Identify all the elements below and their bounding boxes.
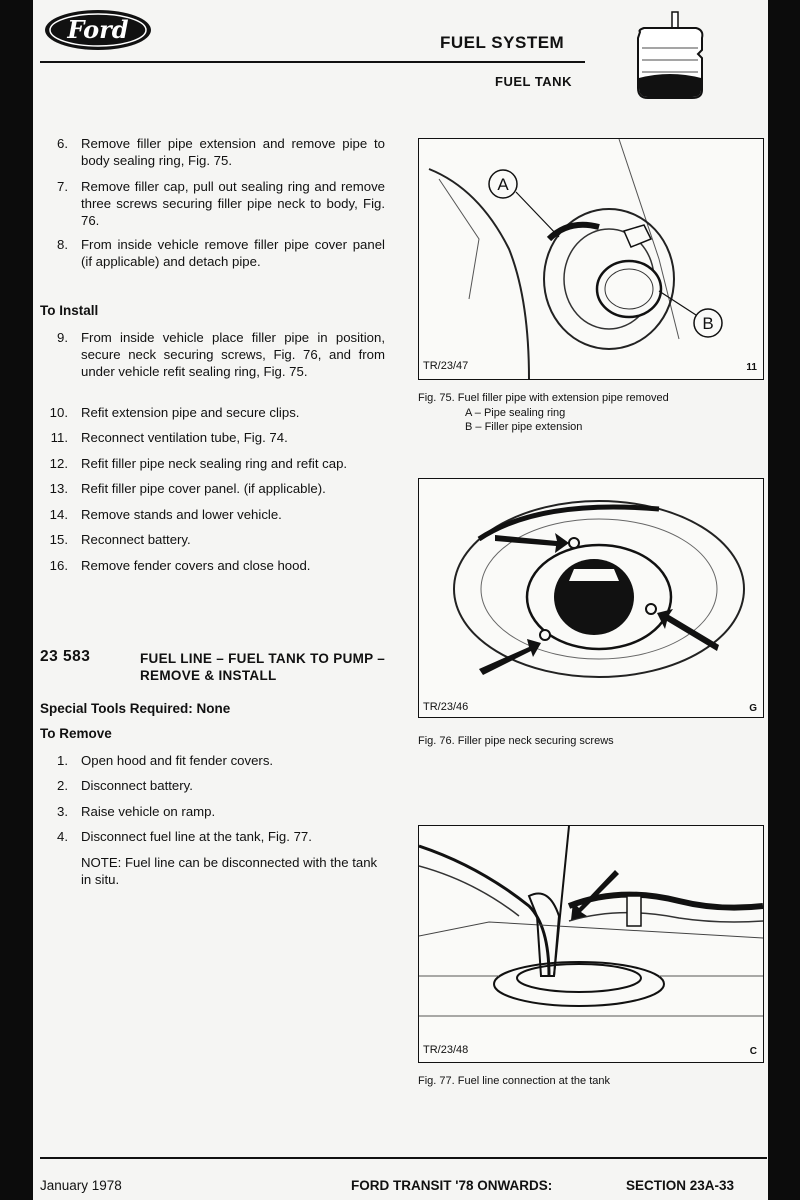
step-number: 3.: [57, 804, 68, 819]
step-number: 10.: [49, 405, 68, 420]
operation-number: 23 583: [40, 648, 91, 665]
step-number: 14.: [49, 507, 68, 522]
operation-title: FUEL LINE – FUEL TANK TO PUMP – REMOVE & INSTALL: [140, 651, 386, 683]
figure-caption: Fig. 77. Fuel line connection at the tank: [418, 1075, 611, 1087]
step-text: Open hood and fit fender covers.: [81, 753, 274, 768]
step-number: 11.: [50, 430, 68, 445]
figure-legend-a: A – Pipe sealing ring: [465, 407, 566, 419]
scan-margin-right: [768, 0, 800, 1200]
step-number: 15.: [49, 532, 68, 547]
footer-publication: FORD TRANSIT '78 ONWARDS:: [351, 1178, 553, 1193]
filler-neck-illustration: [419, 479, 763, 717]
list-item: [40, 531, 385, 548]
callout-b: B: [702, 314, 714, 333]
step-text: Remove filler cap, pull out sealing ring and remove three screws securing filler pipe neck to body, Fig. 76.: [81, 179, 385, 228]
list-item: [40, 135, 385, 169]
figure-75: [418, 138, 764, 380]
list-item: [40, 506, 385, 523]
step-text: Refit filler pipe neck sealing ring and refit cap.: [81, 456, 348, 471]
step-number: 4.: [57, 829, 68, 844]
list-item: [40, 236, 385, 270]
step-text: Raise vehicle on ramp.: [81, 804, 216, 819]
step-text: Reconnect battery.: [81, 532, 191, 547]
special-tools: Special Tools Required: None: [40, 701, 231, 716]
figure-ref: TR/23/46: [423, 701, 469, 713]
figure-corner-mark: 11: [746, 362, 757, 373]
step-text: From inside vehicle remove filler pipe cover panel (if applicable) and detach pipe.: [81, 237, 385, 269]
list-item: [40, 803, 385, 820]
step-number: 7.: [57, 179, 68, 194]
step-number: 6.: [57, 136, 68, 151]
filler-pipe-illustration: [419, 139, 763, 379]
step-number: 1.: [57, 753, 68, 768]
list-item: [40, 455, 385, 472]
list-item: [40, 777, 385, 794]
list-item: [40, 429, 385, 446]
page-title: FUEL SYSTEM: [440, 33, 565, 52]
step-number: 16.: [49, 558, 68, 573]
figure-legend-b: B – Filler pipe extension: [465, 421, 583, 433]
footer-rule: [40, 1157, 767, 1159]
figure-caption: Fig. 75. Fuel filler pipe with extension pipe removed: [418, 392, 669, 404]
step-number: 2.: [57, 778, 68, 793]
figure-ref: TR/23/47: [423, 360, 469, 372]
step-text: Disconnect battery.: [81, 778, 193, 793]
figure-76: [418, 478, 764, 718]
scan-margin-left: [0, 0, 33, 1200]
callout-a: A: [497, 175, 509, 194]
list-item: [40, 557, 385, 574]
install-heading: To Install: [40, 303, 99, 318]
figure-caption: Fig. 76. Filler pipe neck securing screws: [418, 735, 614, 747]
ford-logo-lettering: Ford: [67, 15, 129, 44]
list-item: [40, 480, 385, 497]
list-item: [40, 178, 385, 229]
list-item: [40, 404, 385, 421]
figure-corner-mark: G: [749, 703, 757, 714]
step-text: Reconnect ventilation tube, Fig. 74.: [81, 430, 288, 445]
step-number: 8.: [57, 237, 68, 252]
figure-ref: TR/23/48: [423, 1044, 469, 1056]
step-number: 12.: [49, 456, 68, 471]
step-text: Refit filler pipe cover panel. (if applicable).: [81, 481, 326, 496]
list-item: [40, 329, 385, 380]
note-text: NOTE: Fuel line can be disconnected with the tank in situ.: [81, 855, 378, 887]
fuel-line-illustration: [419, 826, 763, 1062]
step-text: Remove stands and lower vehicle.: [81, 507, 282, 522]
list-item: [40, 752, 385, 769]
fuel-tank-icon: [630, 10, 710, 105]
footer-section: SECTION 23A-33: [626, 1178, 735, 1193]
header-rule: [40, 61, 585, 63]
list-item: [40, 828, 385, 845]
step-number: 13.: [49, 481, 68, 496]
page-subtitle: FUEL TANK: [495, 74, 572, 89]
figure-77: [418, 825, 764, 1063]
remove-heading: To Remove: [40, 726, 112, 741]
step-text: Remove filler pipe extension and remove pipe to body sealing ring, Fig. 75.: [81, 136, 385, 168]
step-text: From inside vehicle place filler pipe in position, secure neck securing screws, Fig. 76, and from under vehicle refit sealing ring, Fig. 75.: [81, 330, 385, 379]
step-text: Disconnect fuel line at the tank, Fig. 77.: [81, 829, 312, 844]
step-text: Refit extension pipe and secure clips.: [81, 405, 300, 420]
footer-date: January 1978: [40, 1178, 122, 1193]
step-number: 9.: [57, 330, 68, 345]
figure-corner-mark: C: [749, 1046, 757, 1057]
step-text: Remove fender covers and close hood.: [81, 558, 311, 573]
